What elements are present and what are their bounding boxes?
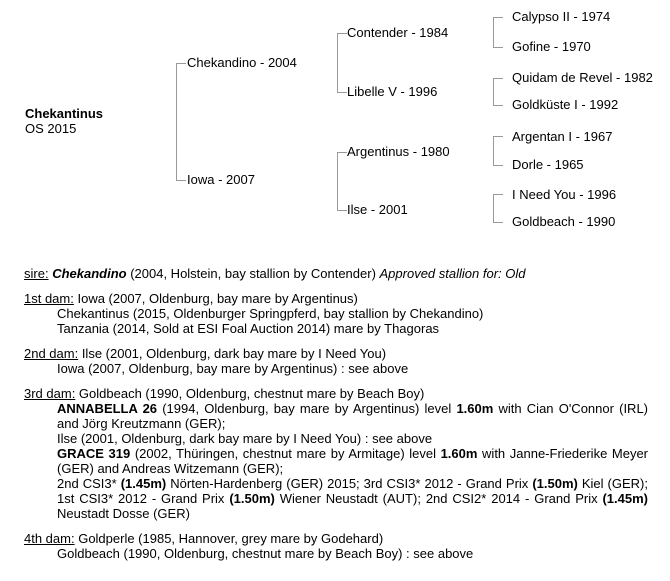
fourth-dam-heading: 4th dam: Goldperle (1985, Hannover, grey mare by Godehard) [24,531,384,546]
tree-node-ggp-5: Argentan I - 1967 [512,129,613,144]
pedigree-details [0,252,670,561]
tree-node-granddam-maternal: Ilse - 2001 [347,202,408,217]
tree-node-ggp-8: Goldbeach - 1990 [512,214,616,229]
tree-bracket-parents [176,63,186,181]
first-dam-entry-2: Tanzania (2014, Sold at ESI Foal Auction 2014) mare by Thagoras [57,321,440,336]
tree-node-ggp-2: Gofine - 1970 [512,39,591,54]
third-dam-entry-4: 2nd CSI3* (1.45m) Nörten-Hardenberg (GER) 2015; 3rd CSI3* 2012 - Grand Prix (1.50m) Kiel (GER); 1st CSI3* 2012 - Grand Prix (1.50m) Wiener Neustadt (AUT); 2nd CSI2* 2014 - Grand Prix (1.45m) Neustadt Dosse (GER) [57,476,649,521]
tree-node-ggp-7: I Need You - 1996 [512,187,617,202]
second-dam-heading: 2nd dam: Ilse (2001, Oldenburg, dark bay mare by I Need You) [24,346,387,361]
tree-node-grandsire-paternal: Contender - 1984 [347,25,449,40]
fourth-dam-section [0,531,670,561]
tree-node-dam: Iowa - 2007 [187,172,255,187]
pedigree-tree [0,0,670,252]
tree-node-ggp-3: Quidam de Revel - 1982 [512,70,653,85]
tree-bracket-dam-parents [337,152,347,211]
fourth-dam-entry-1: Goldbeach (1990, Oldenburg, chestnut mare by Beach Boy) : see above [57,546,474,561]
tree-bracket-contender-parents [493,17,503,48]
tree-node-sire: Chekandino - 2004 [187,55,297,70]
third-dam-heading: 3rd dam: Goldbeach (1990, Oldenburg, chestnut mare by Beach Boy) [24,386,425,401]
tree-node-grandsire-maternal: Argentinus - 1980 [347,144,450,159]
second-dam-entry-1: Iowa (2007, Oldenburg, bay mare by Argentinus) : see above [57,361,409,376]
tree-node-granddam-paternal: Libelle V - 1996 [347,84,438,99]
third-dam-entry-2: Ilse (2001, Oldenburg, dark bay mare by I Need You) : see above [57,431,433,446]
third-dam-entry-3: GRACE 319 (2002, Thüringen, chestnut mare by Armitage) level 1.60m with Janne-Friederike Meyer (GER) and Andreas Witzemann (GER); [57,446,648,476]
tree-node-subject-name: Chekantinus [25,106,104,121]
third-dam-section [0,386,670,521]
first-dam-entry-1: Chekantinus (2015, Oldenburger Springpferd, bay stallion by Chekandino) [57,306,484,321]
second-dam-section [0,346,670,376]
sire-line: sire: Chekandino (2004, Holstein, bay stallion by Contender) Approved stallion for: Old [24,266,526,281]
tree-node-ggp-4: Goldküste I - 1992 [512,97,619,112]
first-dam-section [0,291,670,336]
tree-node-ggp-1: Calypso II - 1974 [512,9,611,24]
tree-bracket-argentinus-parents [493,136,503,166]
tree-node-subject-studbook: OS 2015 [25,121,77,136]
third-dam-entry-1: ANNABELLA 26 (1994, Oldenburg, bay mare by Argentinus) level 1.60m with Cian O'Connor (IRL) and Jörg Kreutzmann (GER); [57,401,649,431]
tree-bracket-ilse-parents [493,194,503,223]
tree-bracket-sire-parents [337,33,347,93]
first-dam-heading: 1st dam: Iowa (2007, Oldenburg, bay mare by Argentinus) [24,291,358,306]
tree-node-ggp-6: Dorle - 1965 [512,157,584,172]
tree-bracket-libelle-parents [493,78,503,106]
